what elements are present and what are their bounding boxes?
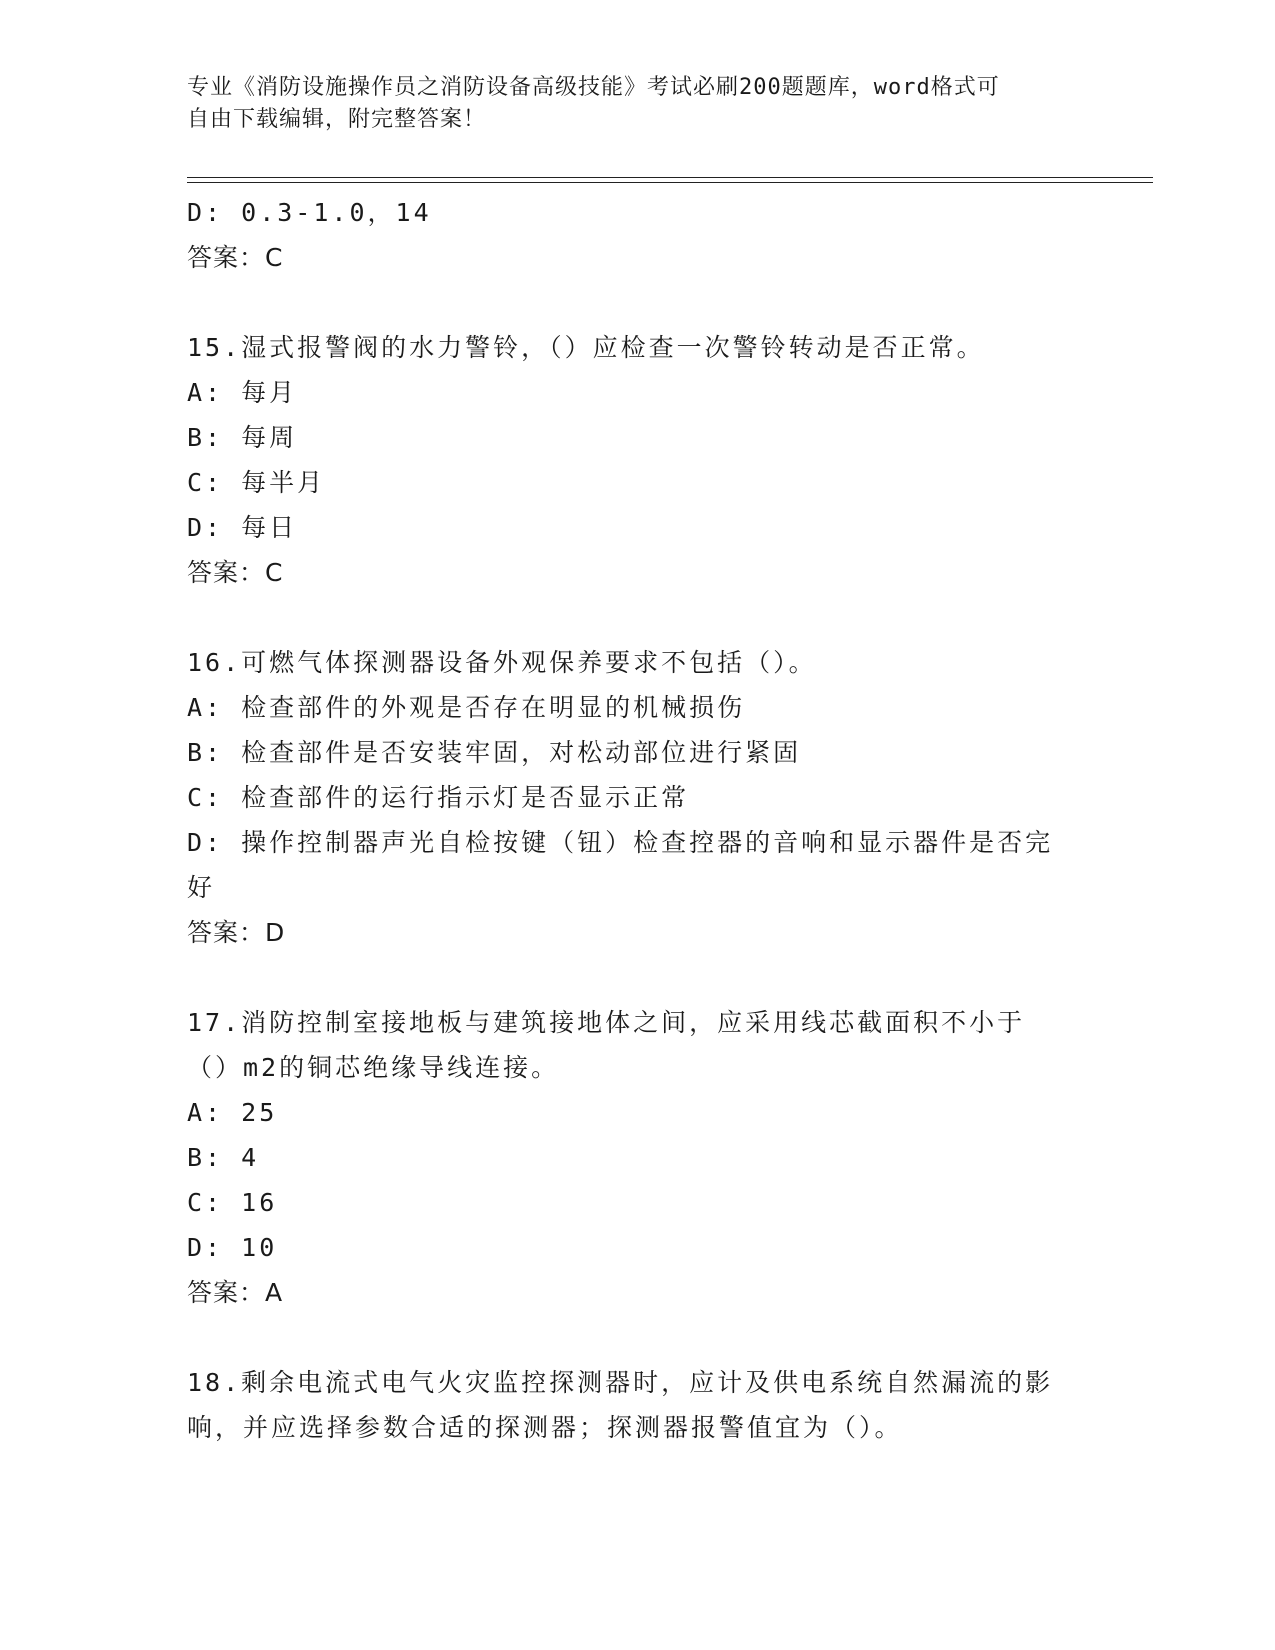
question-18 [187,1360,1087,1450]
option-c: C: 每半月 [187,468,326,497]
header-line-1: 专业《消防设施操作员之消防设备高级技能》考试必刷200题题库，word格式可 [187,75,1000,100]
option-d: D: 每日 [187,513,298,542]
header-rule-bottom [187,182,1153,183]
option-c: C: 检查部件的运行指示灯是否显示正常 [187,783,690,812]
question-15 [187,325,1087,595]
question-stem: 15.湿式报警阀的水力警铃，（）应检查一次警铃转动是否正常。 [187,333,985,362]
option-b: B: 每周 [187,423,298,452]
header-line-2: 自由下载编辑，附完整答案！ [187,107,487,132]
question-list [187,190,1087,1450]
spacer [187,280,1087,325]
prev-answer: 答案：C [187,243,284,272]
prev-option-d: D: 0.3-1.0，14 [187,198,432,227]
spacer [187,955,1087,1000]
option-b: B: 4 [187,1143,260,1172]
spacer [187,1315,1087,1360]
document-header [187,72,1067,136]
option-b: B: 检查部件是否安装牢固，对松动部位进行紧固 [187,738,802,767]
question-stem: 16.可燃气体探测器设备外观保养要求不包括（）。 [187,648,817,677]
spacer [187,595,1087,640]
question-16 [187,640,1087,955]
option-a: A: 25 [187,1098,278,1127]
option-a: A: 每月 [187,378,298,407]
answer: 答案：D [187,918,286,947]
header-rule-top [187,177,1153,178]
option-d: D: 10 [187,1233,278,1262]
question-17 [187,1000,1087,1315]
option-c: C: 16 [187,1188,278,1217]
question-stem: 18.剩余电流式电气火灾监控探测器时，应计及供电系统自然漏流的影响，并应选择参数合适的探测器；探测器报警值宜为（）。 [187,1368,1054,1442]
answer: 答案：C [187,558,284,587]
option-d: D: 操作控制器声光自检按键（钮）检查控器的音响和显示器件是否完好 [187,828,1054,902]
question-stem: 17.消防控制室接地板与建筑接地体之间，应采用线芯截面积不小于（）m2的铜芯绝缘导线连接。 [187,1008,1026,1082]
option-a: A: 检查部件的外观是否存在明显的机械损伤 [187,693,746,722]
answer: 答案：A [187,1278,284,1307]
